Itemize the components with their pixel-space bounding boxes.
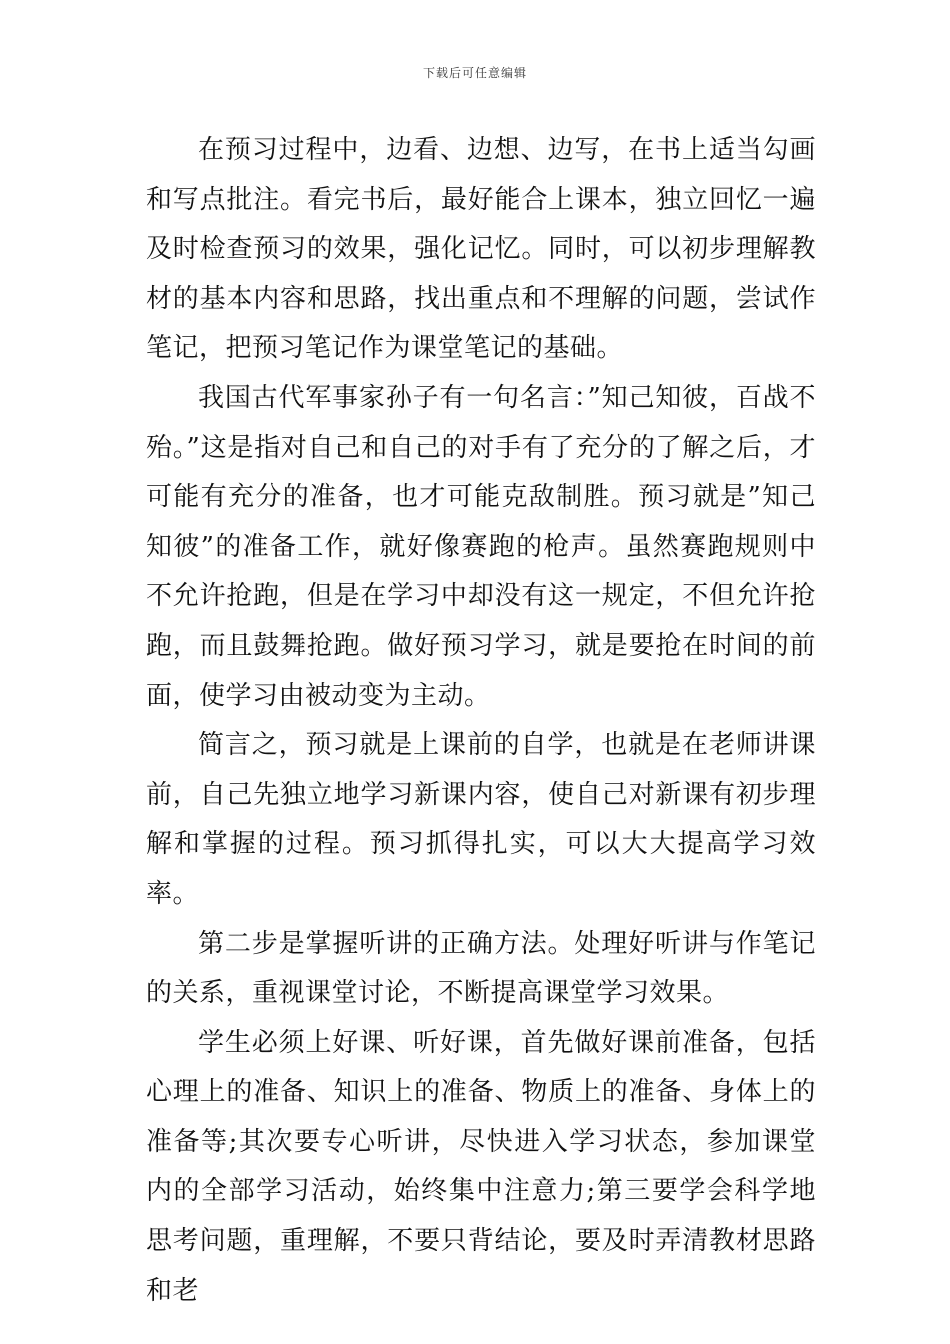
paragraph-3: 简言之，预习就是上课前的自学，也就是在老师讲课前，自己先独立地学习新课内容，使自己对新课有初步理解和掌握的过程。预习抓得扎实，可以大大提高学习效率。 (146, 730, 816, 909)
paragraph-1: 在预习过程中，边看、边想、边写，在书上适当勾画和写点批注。看完书后，最好能合上课本，独立回忆一遍及时检查预习的效果，强化记忆。同时，可以初步理解教材的基本内容和思路，找出重点和不理解的问题，尝试作笔记，把预习笔记作为课堂笔记的基础。 (146, 135, 816, 364)
paragraph-4: 第二步是掌握听讲的正确方法。处理好听讲与作笔记的关系，重视课堂讨论，不断提高课堂学习效果。 (146, 928, 816, 1009)
page-header: 下载后可任意编辑 (422, 66, 527, 80)
body-text (146, 126, 816, 1316)
paragraph-5: 学生必须上好课、听好课，首先做好课前准备，包括心理上的准备、知识上的准备、物质上的准备、身体上的准备等;其次要专心听讲，尽快进入学习状态，参加课堂内的全部学习活动，始终集中注意力;第三要学会科学地思考问题，重理解，不要只背结论，要及时弄清教材思路和老 (146, 1027, 816, 1306)
paragraph-2: 我国古代军事家孙子有一句名言：”知己知彼，百战不殆。”这是指对自己和自己的对手有了充分的了解之后，才可能有充分的准备，也才可能克敌制胜。预习就是”知己知彼”的准备工作，就好像赛跑的枪声。虽然赛跑规则中不允许抢跑，但是在学习中却没有这一规定，不但允许抢跑，而且鼓舞抢跑。做好预习学习，就是要抢在时间的前面，使学习由被动变为主动。 (146, 382, 816, 711)
